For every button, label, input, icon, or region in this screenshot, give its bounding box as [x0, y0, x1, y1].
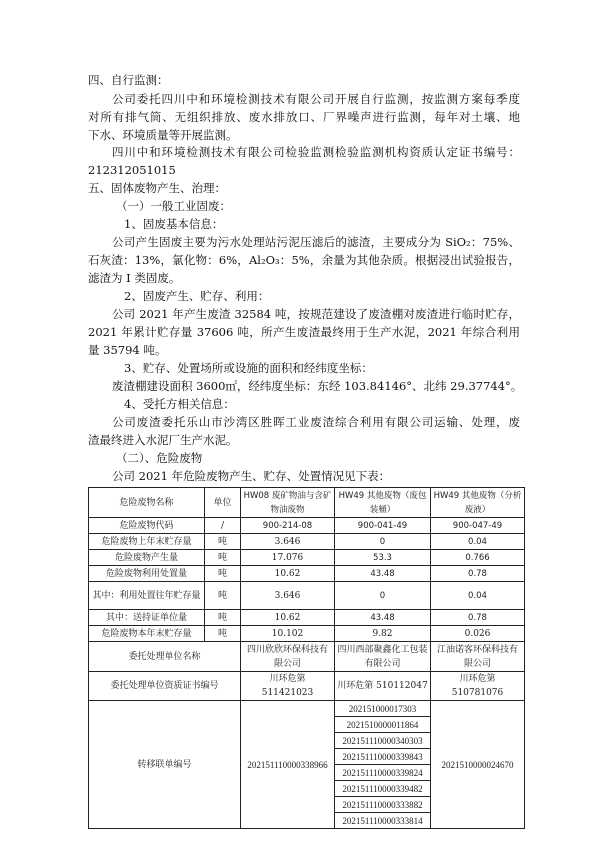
- paragraph-line: 公司委托四川中和环境检测技术有限公司开展自行监测，按监测方案每季度: [112, 92, 520, 106]
- row-label: 危险废物上年末贮存量: [89, 534, 205, 550]
- transfer-number: 202151110000340303: [335, 733, 431, 749]
- cell: 0: [335, 534, 431, 550]
- header-hw49-drums: HW49 其他废物（废包装桶）: [335, 488, 431, 518]
- cell: 43.48: [335, 610, 431, 626]
- paragraph-line: 下水、环境质量等开展监测。: [88, 128, 238, 142]
- transfer-row: [89, 701, 525, 717]
- row-unit: 吨: [205, 550, 241, 566]
- paragraph-line: 渣最终进入水泥厂生产水泥。: [88, 433, 238, 447]
- paragraph-line: 滤渣为 I 类固废。: [88, 271, 181, 285]
- row-label: 危险废物利用处置量: [89, 566, 205, 582]
- certificate-number: 212312051015: [88, 163, 176, 177]
- cell: 0.78: [431, 610, 525, 626]
- item-heading: 3、贮存、处置场所或设施的面积和经纬度坐标：: [124, 361, 373, 375]
- table-row: [89, 534, 525, 550]
- table-row: [89, 550, 525, 566]
- paragraph-line: 量 35794 吨。: [88, 343, 167, 357]
- transfer-number: 2021510000011864: [335, 717, 431, 733]
- paragraph-line: 公司 2021 年产生废渣 32584 吨，按规范建设了废渣棚对废渣进行临时贮存，: [112, 307, 520, 321]
- table-header-row: [89, 488, 525, 518]
- paragraph-line: 公司产生固废主要为污水处理站污泥压滤后的滤渣，主要成分为 SiO₂：75%、: [112, 235, 520, 249]
- cell: 10.62: [241, 610, 335, 626]
- cell: 10.62: [241, 566, 335, 582]
- transfer-number: 202151110000333814: [335, 813, 431, 829]
- row-label: 危险废物本年末贮存量: [89, 626, 205, 642]
- cell: 0.766: [431, 550, 525, 566]
- transfer-number: 202151110000339824: [335, 765, 431, 781]
- transfer-label: 转移联单编号: [89, 701, 241, 829]
- cell: 53.3: [335, 550, 431, 566]
- cell: 202151110000338966: [241, 701, 335, 829]
- table-row: [89, 642, 525, 672]
- table-row: [89, 626, 525, 642]
- row-label: 其中：送持证单位量: [89, 610, 205, 626]
- table-row: [89, 672, 525, 701]
- row-unit: /: [205, 518, 241, 534]
- cell: 0: [335, 582, 431, 610]
- section-4-heading: 四、自行监测：: [88, 73, 169, 87]
- hazardous-waste-table: [88, 487, 525, 829]
- row-unit: 吨: [205, 626, 241, 642]
- paragraph-line: 废渣棚建设面积 3600㎡，经纬度坐标：东经 103.84146°、北纬 29.37744°。: [112, 379, 523, 393]
- cell: 四川欣欣环保科技有限公司: [241, 642, 335, 672]
- row-label: 危险废物产生量: [89, 550, 205, 566]
- row-unit: 吨: [205, 582, 241, 610]
- header-item: 危险废物名称: [89, 488, 205, 518]
- header-hw49-liquid: HW49 其他废物（分析废液）: [431, 488, 525, 518]
- row-unit: 吨: [205, 610, 241, 626]
- subsection-heading: （一）一般工业固废：: [116, 199, 231, 213]
- header-hw08: HW08 废矿物油与含矿物油废物: [241, 488, 335, 518]
- paragraph-line: 2021 年累计贮存量 37606 吨，所产生废渣最终用于生产水泥，2021 年综合利用: [88, 325, 520, 339]
- item-heading: 1、固废基本信息：: [124, 217, 224, 231]
- cell: 川环危第 510781076: [431, 672, 525, 701]
- table-intro: 公司 2021 年危险废物产生、贮存、处置情况见下表：: [112, 469, 391, 483]
- transfer-number: 202151110000333882: [335, 797, 431, 813]
- cell: 3.646: [241, 534, 335, 550]
- cell: 17.076: [241, 550, 335, 566]
- item-heading: 2、固废产生、贮存、利用：: [124, 289, 270, 303]
- paragraph-line: 四川中和环境检测技术有限公司检验监测检验监测机构资质认定证书编号：: [112, 145, 520, 159]
- header-unit: 单位: [205, 488, 241, 518]
- cell: 0.04: [431, 534, 525, 550]
- cell: 0.026: [431, 626, 525, 642]
- item-heading: 4、受托方相关信息：: [124, 397, 235, 411]
- entrusted-unit-label: 委托处理单位名称: [89, 642, 241, 672]
- row-label: 危险废物代码: [89, 518, 205, 534]
- section-5-heading: 五、固体废物产生、治理：: [88, 181, 226, 195]
- subsection-heading: （二）、危险废物: [116, 451, 203, 465]
- cell: 900-047-49: [431, 518, 525, 534]
- table-row: [89, 566, 525, 582]
- cell: 0.04: [431, 582, 525, 610]
- cell: 900-214-08: [241, 518, 335, 534]
- cell: 四川西部聚鑫化工包装有限公司: [335, 642, 431, 672]
- row-unit: 吨: [205, 566, 241, 582]
- table-row: [89, 582, 525, 610]
- cell: 900-041-49: [335, 518, 431, 534]
- cell: 川环危第 511421023: [241, 672, 335, 701]
- table-row: [89, 610, 525, 626]
- transfer-number: 202151000017303: [335, 701, 431, 717]
- cell: 川环危第 510112047: [335, 672, 431, 701]
- cell: 10.102: [241, 626, 335, 642]
- row-unit: 吨: [205, 534, 241, 550]
- cell: 0.78: [431, 566, 525, 582]
- paragraph-line: 石灰渣：13%，氯化物：6%，Al₂O₃：5%，余量为其他杂质。根据浸出试验报告，: [88, 253, 520, 267]
- transfer-number: 202151110000339843: [335, 749, 431, 765]
- cell: 9.82: [335, 626, 431, 642]
- paragraph-line: 公司废渣委托乐山市沙湾区胜晖工业废渣综合利用有限公司运输、处理，废: [112, 415, 520, 429]
- cell: 江油诺客环保科技有限公司: [431, 642, 525, 672]
- transfer-number: 202151110000339482: [335, 781, 431, 797]
- cell: 43.48: [335, 566, 431, 582]
- table-row: [89, 518, 525, 534]
- row-label: 其中：利用处置往年贮存量: [89, 582, 205, 610]
- cell: 2021510000024670: [431, 701, 525, 829]
- cell: 3.646: [241, 582, 335, 610]
- entrusted-cert-label: 委托处理单位资质证书编号: [89, 672, 241, 701]
- paragraph-line: 对所有排气筒、无组织排放、废水排放口、厂界噪声进行监测，每年对土壤、地: [88, 110, 520, 124]
